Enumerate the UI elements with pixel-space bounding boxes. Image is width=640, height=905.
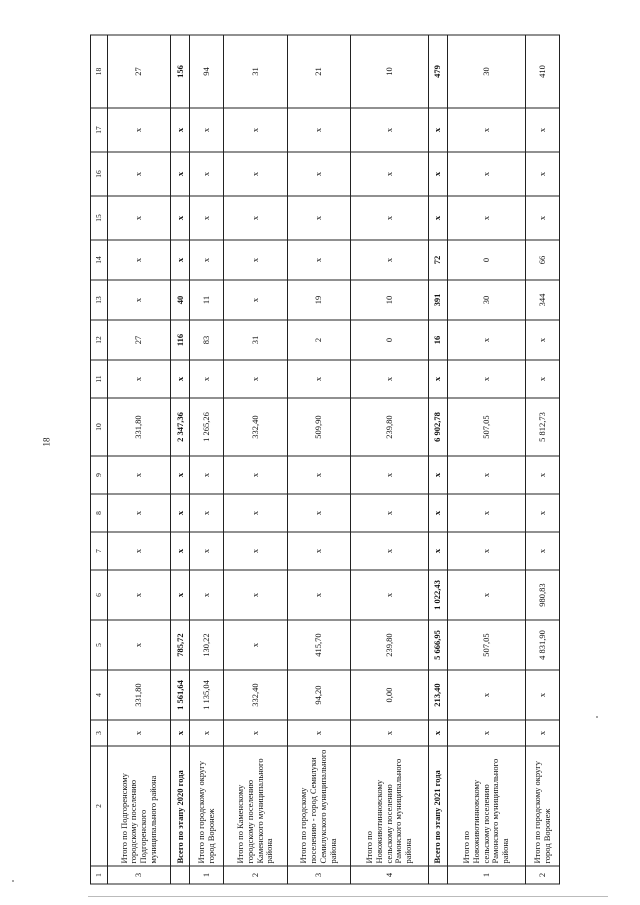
- value-cell: 331,80: [108, 670, 171, 720]
- row-name-cell: Всего по этапу 2021 года: [428, 746, 447, 866]
- value-cell: х: [108, 108, 171, 152]
- value-cell: х: [526, 152, 560, 196]
- value-cell: х: [526, 320, 560, 360]
- value-cell: х: [190, 720, 224, 746]
- value-cell: 11: [190, 280, 224, 320]
- value-cell: х: [448, 196, 526, 240]
- value-cell: х: [350, 108, 428, 152]
- value-cell: х: [428, 360, 447, 398]
- row-index-cell: 1: [448, 866, 526, 884]
- table-row: [190, 35, 224, 884]
- value-cell: х: [190, 152, 224, 196]
- value-cell: х: [224, 620, 287, 670]
- value-cell: х: [108, 494, 171, 532]
- value-cell: х: [448, 570, 526, 620]
- value-cell: х: [224, 152, 287, 196]
- value-cell: 31: [224, 35, 287, 108]
- column-number-cell: 10: [91, 398, 108, 456]
- value-cell: 130,22: [190, 620, 224, 670]
- value-cell: 72: [428, 240, 447, 280]
- value-cell: х: [190, 108, 224, 152]
- value-cell: х: [287, 456, 350, 494]
- value-cell: х: [171, 570, 190, 620]
- value-cell: 332,40: [224, 670, 287, 720]
- data-table: [90, 35, 560, 885]
- value-cell: х: [108, 570, 171, 620]
- value-cell: х: [108, 196, 171, 240]
- value-cell: 1 022,43: [428, 570, 447, 620]
- value-cell: х: [108, 280, 171, 320]
- value-cell: 31: [224, 320, 287, 360]
- value-cell: х: [108, 620, 171, 670]
- table-row: [448, 35, 526, 884]
- value-cell: 1 265,26: [190, 398, 224, 456]
- value-cell: х: [224, 720, 287, 746]
- column-number-cell: 3: [91, 720, 108, 746]
- value-cell: х: [448, 494, 526, 532]
- column-number-cell: 5: [91, 620, 108, 670]
- value-cell: х: [190, 570, 224, 620]
- value-cell: х: [350, 720, 428, 746]
- value-cell: х: [287, 360, 350, 398]
- value-cell: х: [108, 532, 171, 570]
- value-cell: х: [350, 152, 428, 196]
- value-cell: 6 902,78: [428, 398, 447, 456]
- value-cell: х: [526, 720, 560, 746]
- value-cell: х: [171, 456, 190, 494]
- value-cell: 21: [287, 35, 350, 108]
- value-cell: 94,20: [287, 670, 350, 720]
- value-cell: х: [448, 320, 526, 360]
- value-cell: 156: [171, 35, 190, 108]
- scan-speck: [12, 880, 14, 882]
- value-cell: х: [287, 570, 350, 620]
- value-cell: 980,83: [526, 570, 560, 620]
- value-cell: х: [171, 152, 190, 196]
- value-cell: 19: [287, 280, 350, 320]
- value-cell: х: [448, 720, 526, 746]
- value-cell: 27: [108, 320, 171, 360]
- row-name-cell: Итого по Каменскому городскому поселению Каменского муниципального района: [224, 746, 287, 866]
- value-cell: 30: [448, 280, 526, 320]
- value-cell: 30: [448, 35, 526, 108]
- value-cell: х: [171, 108, 190, 152]
- scan-speck: [596, 716, 598, 718]
- value-cell: х: [287, 532, 350, 570]
- value-cell: х: [526, 532, 560, 570]
- value-cell: 27: [108, 35, 171, 108]
- value-cell: 0,00: [350, 670, 428, 720]
- value-cell: 0: [350, 320, 428, 360]
- value-cell: 331,80: [108, 398, 171, 456]
- value-cell: х: [526, 670, 560, 720]
- value-cell: х: [350, 196, 428, 240]
- value-cell: 1 561,64: [171, 670, 190, 720]
- value-cell: 0: [448, 240, 526, 280]
- value-cell: 391: [428, 280, 447, 320]
- value-cell: 479: [428, 35, 447, 108]
- value-cell: х: [287, 108, 350, 152]
- value-cell: х: [428, 456, 447, 494]
- page-number: 18: [41, 437, 52, 447]
- value-cell: х: [350, 570, 428, 620]
- stage-total-row: [428, 35, 447, 884]
- value-cell: х: [428, 532, 447, 570]
- value-cell: х: [350, 240, 428, 280]
- value-cell: х: [171, 360, 190, 398]
- value-cell: х: [287, 196, 350, 240]
- value-cell: 410: [526, 35, 560, 108]
- value-cell: х: [526, 196, 560, 240]
- value-cell: х: [350, 494, 428, 532]
- value-cell: х: [171, 196, 190, 240]
- value-cell: х: [224, 280, 287, 320]
- column-number-cell: 14: [91, 240, 108, 280]
- value-cell: х: [190, 532, 224, 570]
- table-row: [108, 35, 171, 884]
- row-index-cell: [171, 866, 190, 884]
- value-cell: 116: [171, 320, 190, 360]
- value-cell: х: [448, 532, 526, 570]
- row-name-cell: Итого по Новоживотинновскому сельскому поселению Рамонского муниципального района: [448, 746, 526, 866]
- column-number-cell: 2: [91, 746, 108, 866]
- row-index-cell: [428, 866, 447, 884]
- column-number-cell: 13: [91, 280, 108, 320]
- value-cell: х: [224, 532, 287, 570]
- column-number-cell: 7: [91, 532, 108, 570]
- value-cell: х: [287, 720, 350, 746]
- table-row: [350, 35, 428, 884]
- value-cell: х: [190, 360, 224, 398]
- row-index-cell: 2: [224, 866, 287, 884]
- value-cell: 83: [190, 320, 224, 360]
- value-cell: 2: [287, 320, 350, 360]
- value-cell: 4 831,90: [526, 620, 560, 670]
- value-cell: 1 135,04: [190, 670, 224, 720]
- value-cell: 344: [526, 280, 560, 320]
- value-cell: х: [448, 152, 526, 196]
- value-cell: х: [224, 108, 287, 152]
- column-number-cell: 18: [91, 35, 108, 108]
- table-row: [224, 35, 287, 884]
- value-cell: х: [224, 494, 287, 532]
- value-cell: х: [350, 456, 428, 494]
- value-cell: 66: [526, 240, 560, 280]
- value-cell: х: [526, 456, 560, 494]
- value-cell: 94: [190, 35, 224, 108]
- column-number-cell: 17: [91, 108, 108, 152]
- value-cell: 2 347,36: [171, 398, 190, 456]
- value-cell: х: [171, 240, 190, 280]
- table-row: [287, 35, 350, 884]
- value-cell: х: [171, 720, 190, 746]
- value-cell: х: [287, 152, 350, 196]
- value-cell: х: [108, 456, 171, 494]
- value-cell: х: [526, 360, 560, 398]
- value-cell: 507,05: [448, 398, 526, 456]
- rotated-table-container: [90, 36, 560, 885]
- value-cell: х: [108, 360, 171, 398]
- value-cell: х: [448, 360, 526, 398]
- value-cell: х: [171, 532, 190, 570]
- value-cell: х: [287, 494, 350, 532]
- value-cell: х: [448, 670, 526, 720]
- column-number-cell: 6: [91, 570, 108, 620]
- row-index-cell: 1: [190, 866, 224, 884]
- value-cell: х: [224, 240, 287, 280]
- value-cell: х: [448, 108, 526, 152]
- row-index-cell: 2: [526, 866, 560, 884]
- column-number-cell: 9: [91, 456, 108, 494]
- row-name-cell: Итого по городскому поселению - город Семилуки Семилукского муниципального района: [287, 746, 350, 866]
- value-cell: 785,72: [171, 620, 190, 670]
- value-cell: х: [350, 360, 428, 398]
- value-cell: 5 812,73: [526, 398, 560, 456]
- column-number-cell: 15: [91, 196, 108, 240]
- column-number-cell: 11: [91, 360, 108, 398]
- column-number-cell: 1: [91, 866, 108, 884]
- value-cell: х: [526, 494, 560, 532]
- value-cell: х: [108, 720, 171, 746]
- value-cell: х: [190, 196, 224, 240]
- value-cell: х: [190, 456, 224, 494]
- stage-total-row: [171, 35, 190, 884]
- value-cell: 5 666,95: [428, 620, 447, 670]
- value-cell: 415,70: [287, 620, 350, 670]
- value-cell: х: [428, 720, 447, 746]
- row-index-cell: 4: [350, 866, 428, 884]
- value-cell: 509,90: [287, 398, 350, 456]
- value-cell: х: [428, 152, 447, 196]
- value-cell: 239,80: [350, 620, 428, 670]
- value-cell: х: [428, 196, 447, 240]
- value-cell: х: [224, 360, 287, 398]
- value-cell: х: [190, 494, 224, 532]
- value-cell: х: [108, 152, 171, 196]
- value-cell: 507,05: [448, 620, 526, 670]
- value-cell: х: [428, 494, 447, 532]
- value-cell: 40: [171, 280, 190, 320]
- value-cell: 10: [350, 280, 428, 320]
- row-index-cell: 3: [108, 866, 171, 884]
- table-row: [526, 35, 560, 884]
- value-cell: х: [224, 196, 287, 240]
- value-cell: х: [287, 240, 350, 280]
- row-index-cell: 3: [287, 866, 350, 884]
- column-number-cell: 16: [91, 152, 108, 196]
- value-cell: х: [190, 240, 224, 280]
- value-cell: х: [428, 108, 447, 152]
- value-cell: 213,40: [428, 670, 447, 720]
- row-name-cell: Итого по городскому округу город Воронеж: [190, 746, 224, 866]
- value-cell: х: [171, 494, 190, 532]
- row-name-cell: Итого по Подгоренскому городскому поселению Подгоренского муниципального района: [108, 746, 171, 866]
- column-number-cell: 4: [91, 670, 108, 720]
- value-cell: х: [526, 108, 560, 152]
- header-row: [91, 35, 108, 884]
- value-cell: 16: [428, 320, 447, 360]
- value-cell: х: [108, 240, 171, 280]
- row-name-cell: Итого по городскому округу город Воронеж: [526, 746, 560, 866]
- scan-edge-line: [88, 896, 608, 897]
- value-cell: 10: [350, 35, 428, 108]
- value-cell: 239,80: [350, 398, 428, 456]
- value-cell: 332,40: [224, 398, 287, 456]
- value-cell: х: [224, 456, 287, 494]
- row-name-cell: Всего по этапу 2020 года: [171, 746, 190, 866]
- value-cell: х: [350, 532, 428, 570]
- row-name-cell: Итого по Новоживотинновскому сельскому поселению Рамонского муниципального района: [350, 746, 428, 866]
- value-cell: х: [224, 570, 287, 620]
- column-number-cell: 12: [91, 320, 108, 360]
- column-number-cell: 8: [91, 494, 108, 532]
- value-cell: х: [448, 456, 526, 494]
